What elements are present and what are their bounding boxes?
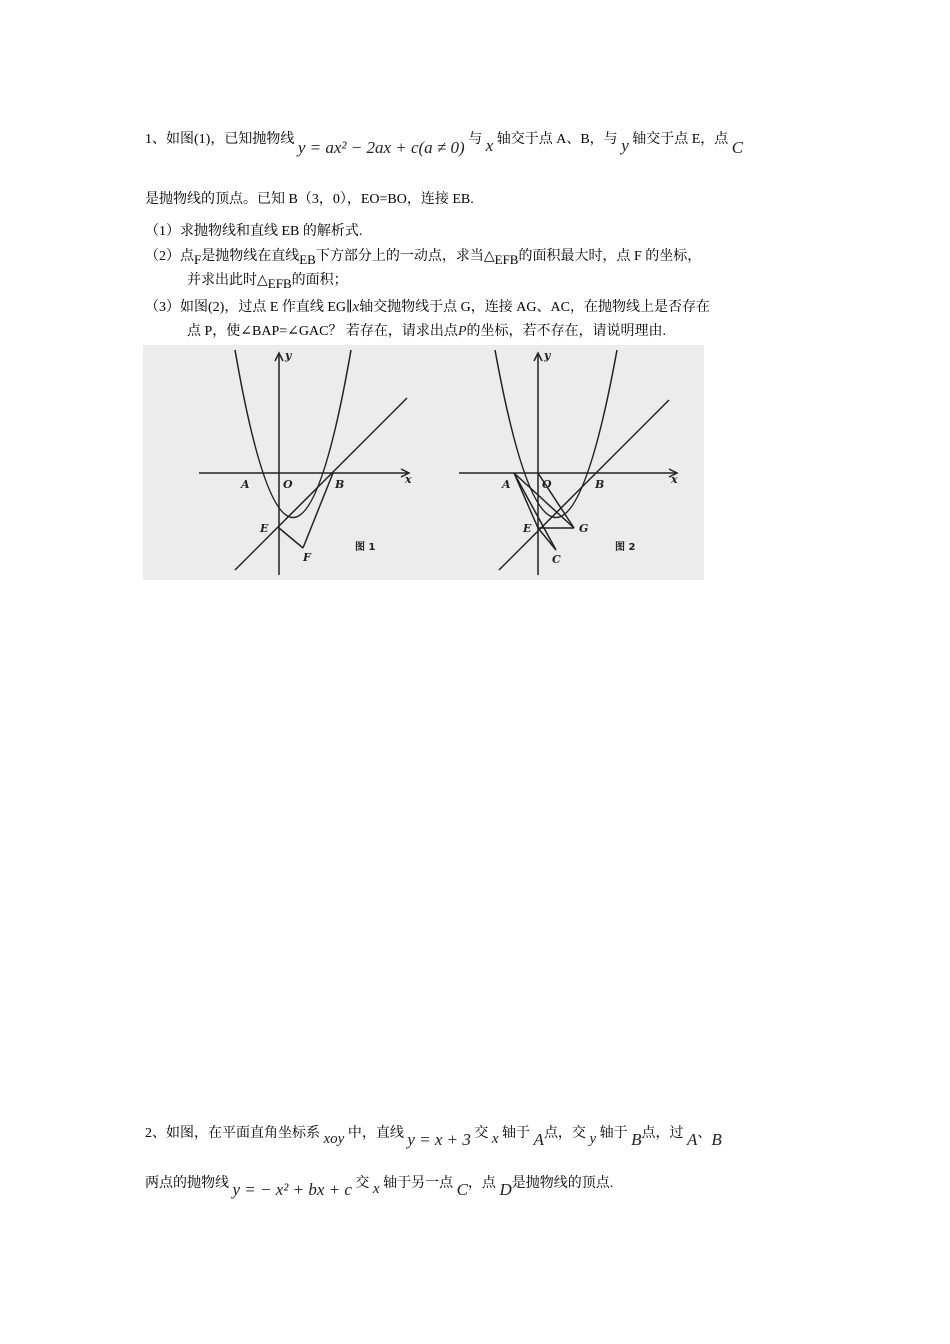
fig2-label-c: C (552, 553, 561, 566)
fig1-parabola (235, 350, 351, 518)
fig1-label-f: F (303, 551, 311, 564)
p2-text: 轴于 (502, 1126, 531, 1141)
fig2-label-o: O (542, 478, 552, 491)
p1-q3-text: 轴交抛物线于点 G，连接 AG、AC，在抛物线上是否存在 (359, 300, 710, 315)
p1-question1: （1）求抛物线和直线 EB 的解析式. (145, 224, 363, 239)
p1-q3-var-x: x (352, 299, 360, 315)
p2-point-b2: B (711, 1130, 722, 1149)
fig2-segment-ec (538, 528, 556, 550)
fig1-label-b: B (335, 478, 345, 491)
p1-q2-text: 的面积最大时，点 F 的坐标， (518, 249, 702, 264)
fig2-label-b: B (595, 478, 605, 491)
figure-1-labels (240, 349, 412, 564)
p1-question3-cont (187, 322, 666, 342)
p2-text: 交 (474, 1126, 489, 1141)
p1-parabola-formula: y = ax² − 2ax + c(a ≠ 0) (297, 138, 465, 157)
p2-point-a2: A (687, 1130, 698, 1149)
fig1-label-a: A (241, 478, 250, 491)
p2-line2 (145, 1172, 614, 1199)
p2-text: 2、如图，在平面直角坐标系 (145, 1126, 320, 1141)
p2-line1 (145, 1122, 722, 1149)
p1-line1 (145, 128, 744, 157)
fig1-label-y: y (285, 349, 292, 362)
p1-q2-text: 下方部分上的一动点，求当△ (315, 249, 495, 264)
p2-var-x2: x (372, 1181, 380, 1197)
p1-question2 (145, 246, 701, 267)
p2-text: ，点 (467, 1176, 496, 1191)
p1-q2-text: （2）点 (145, 249, 194, 264)
p2-text: 、 (697, 1126, 712, 1141)
p1-question3 (145, 297, 710, 318)
p1-q3-text: （3）如图(2)，过点 E 作直线 EG∥ (145, 300, 353, 315)
p1-text: 1、如图(1)，已知抛物线 (145, 132, 295, 147)
figure-graphs (143, 345, 704, 580)
p1-line2: 是抛物线的顶点。已知 B（3，0），EO=BO，连接 EB. (145, 192, 474, 207)
p2-var-xoy: xoy (323, 1131, 345, 1147)
figure-2 (459, 350, 677, 575)
p2-point-b: B (631, 1130, 642, 1149)
fig1-line-eb (235, 398, 407, 570)
fig2-label-a: A (502, 478, 511, 491)
p1-text: 轴交于点 A、B，与 (496, 132, 618, 147)
p2-text: 两点的抛物线 (145, 1176, 229, 1191)
p2-text: 轴于另一点 (383, 1176, 454, 1191)
p1-q3b-text: 的坐标，若不存在，请说明理由. (466, 324, 666, 339)
fig2-line-eb (499, 400, 669, 570)
p1-q2-text: 是抛物线在直线 (201, 249, 300, 264)
p2-text: 点，交 (543, 1126, 586, 1141)
p2-text: 中，直线 (347, 1126, 404, 1141)
p2-var-y: y (589, 1131, 597, 1147)
p1-q3b-text: 点 P，使∠BAP=∠GAC？ 若存在，请求出点 (187, 324, 458, 339)
p1-var-c: C (731, 138, 744, 157)
p2-text: 点，过 (641, 1126, 684, 1141)
figure-2-labels (501, 349, 678, 566)
fig1-label-e: E (260, 522, 269, 535)
fig1-label-x: x (405, 473, 412, 486)
p2-point-c: C (456, 1180, 468, 1199)
p2-point-a: A (533, 1130, 544, 1149)
fig2-caption: 图 2 (615, 542, 636, 553)
figure-1 (199, 350, 409, 575)
p1-q2-triangle-efb: EFB (494, 252, 519, 267)
figure-image (143, 345, 704, 580)
p2-point-d: D (499, 1180, 512, 1199)
p1-q2b-text: 并求出此时△ (187, 273, 268, 288)
p1-q2b-text: 的面积； (291, 273, 348, 288)
p2-line-formula: y = x + 3 (407, 1130, 471, 1149)
p1-var-y: y (621, 136, 629, 155)
p1-q2-line-eb: EB (299, 252, 316, 267)
fig2-label-g: G (579, 522, 589, 535)
fig2-parabola (495, 350, 617, 518)
p2-text: 交 (355, 1176, 370, 1191)
fig2-segment-ae (514, 473, 538, 528)
p1-q2-point-f: F (194, 252, 202, 267)
fig1-label-o: O (283, 478, 293, 491)
fig1-segment-fb (303, 473, 333, 548)
p2-text: 轴于 (599, 1126, 628, 1141)
fig1-caption: 图 1 (355, 542, 376, 553)
p2-text: 是抛物线的顶点. (511, 1176, 614, 1191)
p1-text: 与 (468, 132, 483, 147)
p2-var-x: x (491, 1131, 499, 1147)
fig2-label-x: x (671, 473, 678, 486)
p1-question2-cont (187, 270, 348, 291)
p2-parabola-formula: y = − x² + bx + c (232, 1180, 352, 1199)
fig1-segment-ef (279, 528, 303, 548)
p1-text: 轴交于点 E，点 (632, 132, 729, 147)
p1-q3b-var-p: P (457, 324, 467, 339)
p1-q2b-triangle-efb: EFB (267, 276, 292, 291)
p1-var-x: x (485, 136, 494, 155)
fig2-label-y: y (544, 349, 551, 362)
fig2-label-e: E (523, 522, 532, 535)
